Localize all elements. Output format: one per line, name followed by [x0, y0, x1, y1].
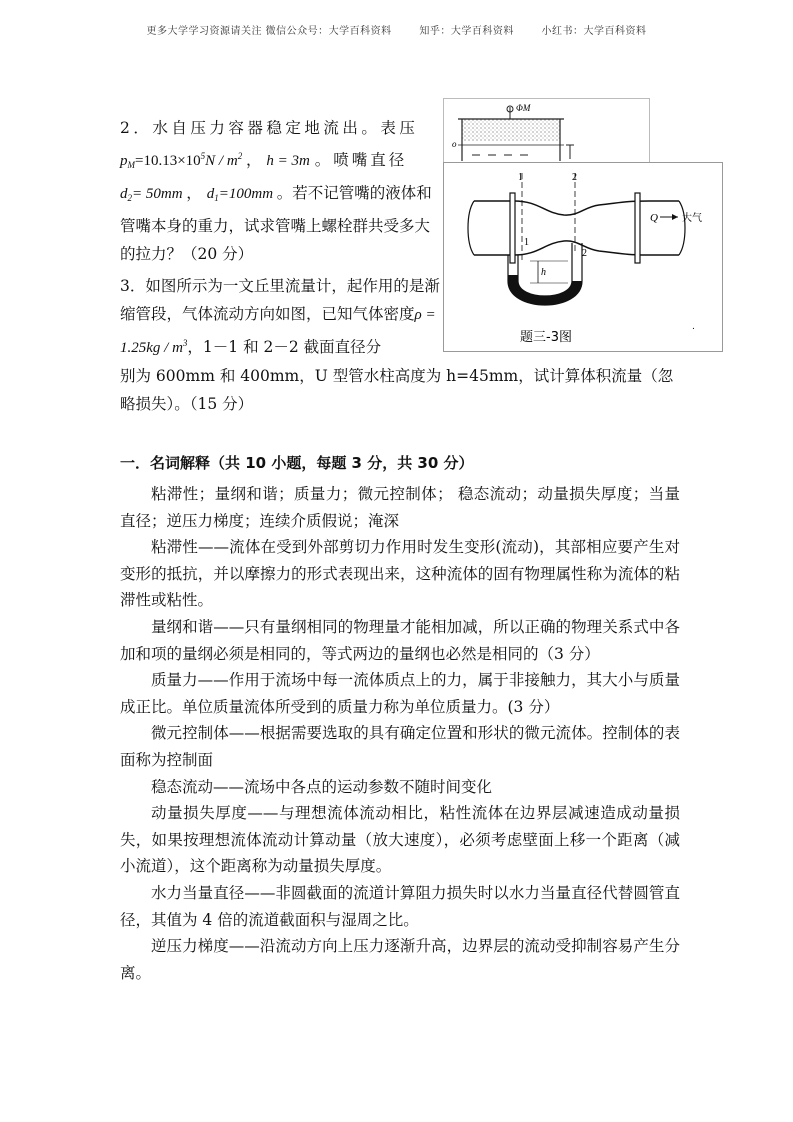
- page-header: [0, 22, 793, 37]
- q3-rho: $\rho = 1.25kg / m^3$: [120, 307, 436, 356]
- paragraph-terms-list: 粘滞性；量纲和谐；质量力；微元控制体； 稳态流动；动量损失厚度；当量直径；逆压力梯度；连续介质假说；淹深: [120, 485, 680, 530]
- q2-pm: $p_M=10.13\times 10^5N / m^2$: [120, 151, 243, 170]
- q3-line1: 3．如图所示为一文丘里流量计，起作用的是渐缩管段，气体流动方向如图，已知气体密度: [120, 277, 440, 323]
- paragraph-adverse-pressure-gradient: 逆压力梯度——沿流动方向上压力逐渐升高，边界层的流动受抑制容易产生分离。: [120, 937, 680, 982]
- q2-tail1: 。喷嘴直径: [314, 151, 408, 169]
- q2-d2: $d_2= 50mm$: [120, 186, 183, 203]
- paragraph-control-volume: 微元控制体——根据需要选取的具有确定位置和形状的微元流体。控制体的表面称为控制面: [120, 724, 680, 769]
- header-item-xiaohongshu: 小红书：大学百科资料: [541, 26, 647, 37]
- paragraph-hydraulic-diameter: 水力当量直径——非圆截面的流道计算阻力损失时以水力当量直径代替圆管直径，其值为 4 倍的流道截面积与湿周之比。: [120, 883, 680, 929]
- pressure-vessel-drawing: [444, 99, 649, 163]
- svg-text:.: .: [692, 322, 695, 332]
- q2-lead: 2．水自压力容器稳定地流出。表压: [120, 119, 419, 137]
- gauge-label: ΦM: [516, 103, 531, 113]
- paragraph-steady-flow: 稳态流动——流场中各点的运动参数不随时间变化: [151, 777, 493, 796]
- section-definitions: [120, 452, 680, 986]
- section-1-bottom-label: 1: [524, 237, 529, 248]
- pressure-vessel-figure: [443, 98, 650, 164]
- venturi-meter-figure: [443, 162, 723, 352]
- header-item-wechat: 更多大学学习资源请关注 微信公众号：大学百科资料: [146, 26, 392, 37]
- section-title: 一．名词解释（共 10 小题，每题 3 分，共 30 分）: [120, 454, 474, 472]
- venturi-drawing: [444, 163, 722, 351]
- q3-line2: ，1－1 和 2－2 截面直径分: [187, 338, 382, 356]
- q2-tail2: 。若不记管嘴的液体和管嘴本身的重力，试求管嘴上螺栓群共受多大的拉力？（20 分）: [120, 184, 432, 263]
- question-2: 2．水自压力容器稳定地流出。表压 $p_M=10.13\times 10^5N / m^2$ ， h = 3m 。喷嘴直径 $d_2= 50mm$ ， $d_1=100mm$ 。若不记管嘴的液体和管嘴本身的重力，试求管嘴上螺栓群共受多大的拉力？（20 分）: [120, 119, 432, 263]
- q2-d1: $d_1=100mm$: [206, 186, 274, 203]
- section-1-top-label: 1: [518, 172, 523, 183]
- q3-line3: 别为 600mm 和 400mm，U 型管水柱高度为 h=45mm，试计算体积流量（忽略损失）。（15 分）: [120, 367, 674, 413]
- section-2-top-label: 2: [572, 172, 577, 183]
- header-item-zhihu: 知乎：大学百科资料: [419, 26, 514, 37]
- paragraph-momentum-thickness: 动量损失厚度——与理想流体流动相比，粘性流体在边界层减速造成动量损失，如果按理想流体流动计算动量（放大速度），必须考虑壁面上移一个距离（减小流道），这个距离称为动量损失厚度。: [120, 804, 680, 876]
- origin-label: o: [452, 139, 457, 149]
- height-h-label: h: [541, 267, 546, 278]
- paragraph-dimensional-homogeneity: 量纲和谐——只有量纲相同的物理量才能相加减，所以正确的物理关系式中各加和项的量纲必须是相同的，等式两边的量纲也必然是相同的（3 分）: [120, 617, 680, 663]
- atmosphere-label: 大气: [682, 213, 702, 224]
- paragraph-viscosity: 粘滞性——流体在受到外部剪切力作用时发生变形(流动)，其部相应要产生对变形的抵抗，并以摩擦力的形式表现出来，这种流体的固有物理属性称为流体的粘滞性或粘性。: [120, 538, 680, 610]
- paragraph-body-force: 质量力——作用于流场中每一流体质点上的力，属于非接触力，其大小与质量成正比。单位质量流体所受到的质量力称为单位质量力。(3 分）: [120, 671, 680, 716]
- figure-caption: 题三-3图: [520, 330, 572, 345]
- q2-h: h = 3m: [266, 153, 310, 169]
- flow-q-label: Q: [650, 212, 658, 224]
- section-2-bottom-label: 2: [582, 248, 587, 259]
